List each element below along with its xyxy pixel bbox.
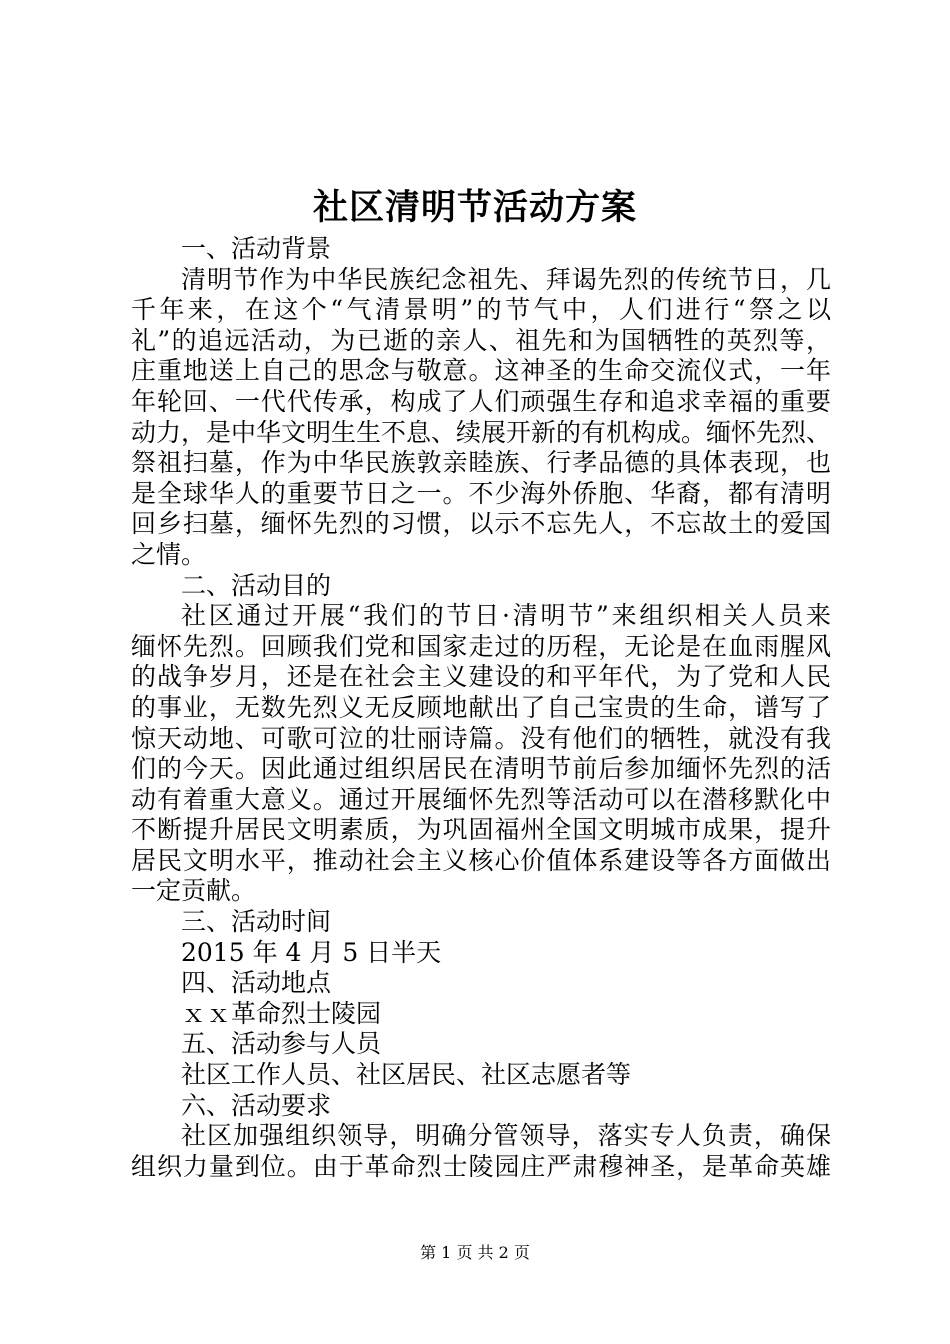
text-line: 社区加强组织领导，明确分管领导，落实专人负责，确保	[181, 1121, 831, 1151]
text-line: 祭祖扫墓，作为中华民族敦亲睦族、行孝品德的具体表现，也	[131, 448, 831, 478]
text-line: 五、活动参与人员	[181, 1029, 382, 1059]
text-line: 二、活动目的	[181, 570, 332, 600]
text-line: 动力，是中华文明生生不息、续展开新的有机构成。缅怀先烈、	[131, 417, 832, 447]
text-line: 不断提升居民文明素质，为巩固福州全国文明城市成果，提升	[131, 815, 831, 845]
page-footer: 第 1 页 共 2 页	[420, 1243, 530, 1262]
text-line: 年轮回、一代代传承，构成了人们顽强生存和追求幸福的重要	[131, 386, 831, 416]
text-line: 三、活动时间	[181, 907, 332, 937]
text-line: 千年来，在这个“气清景明”的节气中，人们进行“祭之以	[131, 295, 831, 325]
text-line: 动有着重大意义。通过开展缅怀先烈等活动可以在潜移默化中	[131, 784, 831, 814]
text-line: 清明节作为中华民族纪念祖先、拜谒先烈的传统节日，几	[181, 264, 831, 294]
text-line: 四、活动地点	[181, 968, 332, 998]
text-line: 一定贡献。	[131, 876, 257, 906]
text-line: 的事业，无数先烈义无反顾地献出了自己宝贵的生命，谱写了	[131, 692, 831, 722]
text-line: 社区工作人员、社区居民、社区志愿者等	[181, 1060, 632, 1090]
text-line: 之情。	[131, 539, 207, 569]
text-line: 缅怀先烈。回顾我们党和国家走过的历程，无论是在血雨腥风	[131, 631, 831, 661]
text-line: 礼”的追远活动，为已逝的亲人、祖先和为国牺牲的英烈等，	[131, 325, 831, 355]
text-line: ｘｘ革命烈士陵园	[181, 998, 382, 1028]
text-line: 惊天动地、可歌可泣的壮丽诗篇。没有他们的牺牲，就没有我	[131, 723, 831, 753]
text-line: 组织力量到位。由于革命烈士陵园庄严肃穆神圣，是革命英雄	[131, 1151, 831, 1181]
page-title: 社区清明节活动方案	[312, 187, 637, 228]
text-line: 2015 年 4 月 5 日半天	[181, 937, 442, 967]
text-line: 回乡扫墓，缅怀先烈的习惯，以示不忘先人，不忘故土的爱国	[131, 509, 831, 539]
text-line: 居民文明水平，推动社会主义核心价值体系建设等各方面做出	[131, 845, 831, 875]
text-line: 六、活动要求	[181, 1090, 332, 1120]
text-line: 社区通过开展“我们的节日·清明节”来组织相关人员来	[181, 601, 831, 631]
text-line: 一、活动背景	[181, 234, 332, 263]
text-line: 庄重地送上自己的思念与敬意。这神圣的生命交流仪式，一年	[131, 356, 831, 386]
text-line: 们的今天。因此通过组织居民在清明节前后参加缅怀先烈的活	[131, 754, 831, 784]
document-body	[131, 234, 831, 1182]
text-line: 是全球华人的重要节日之一。不少海外侨胞、华裔，都有清明	[131, 478, 831, 508]
text-line: 的战争岁月，还是在社会主义建设的和平年代，为了党和人民	[131, 662, 831, 692]
